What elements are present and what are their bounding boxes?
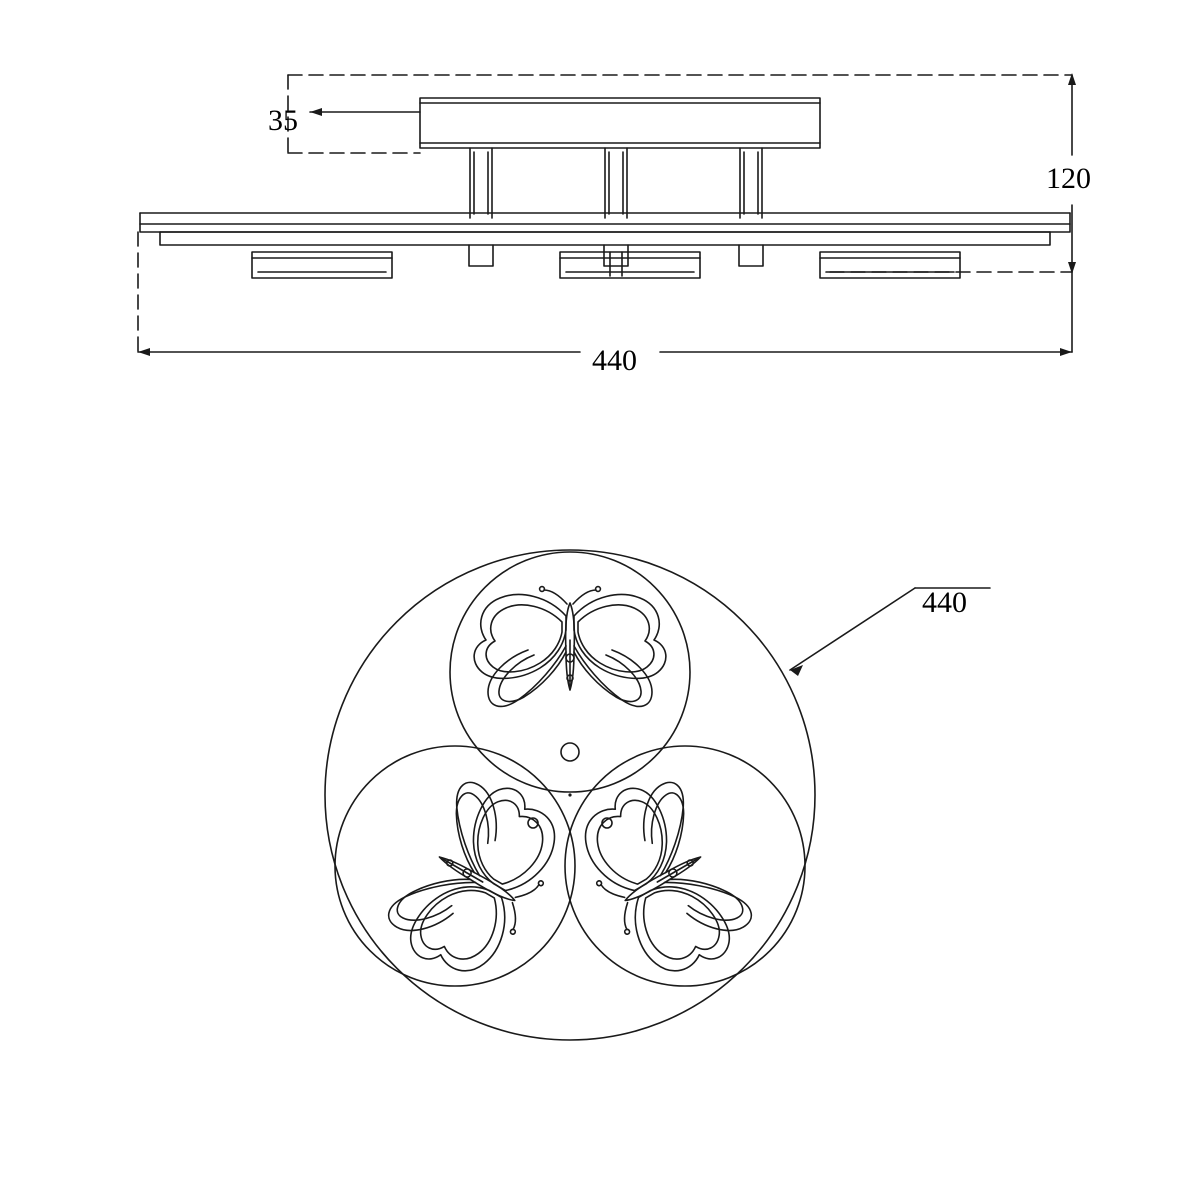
dimension-120 — [830, 73, 1076, 274]
butterfly-right — [563, 766, 763, 992]
dimension-35 — [288, 75, 1072, 153]
dimension-440-width — [138, 232, 1072, 356]
shade-profiles — [252, 252, 960, 278]
plan-view — [325, 550, 990, 1040]
dimension-label-35: 35 — [268, 104, 298, 137]
butterfly-top — [474, 587, 666, 707]
dimension-label-440-diameter: 440 — [922, 586, 967, 619]
drop-rods — [470, 148, 762, 218]
center-mark — [568, 793, 571, 796]
canopy-plate — [420, 98, 820, 148]
butterfly-left — [377, 766, 577, 992]
dimension-label-120: 120 — [1046, 162, 1091, 195]
dimension-label-440-width: 440 — [592, 344, 637, 377]
hole-top — [561, 743, 579, 761]
